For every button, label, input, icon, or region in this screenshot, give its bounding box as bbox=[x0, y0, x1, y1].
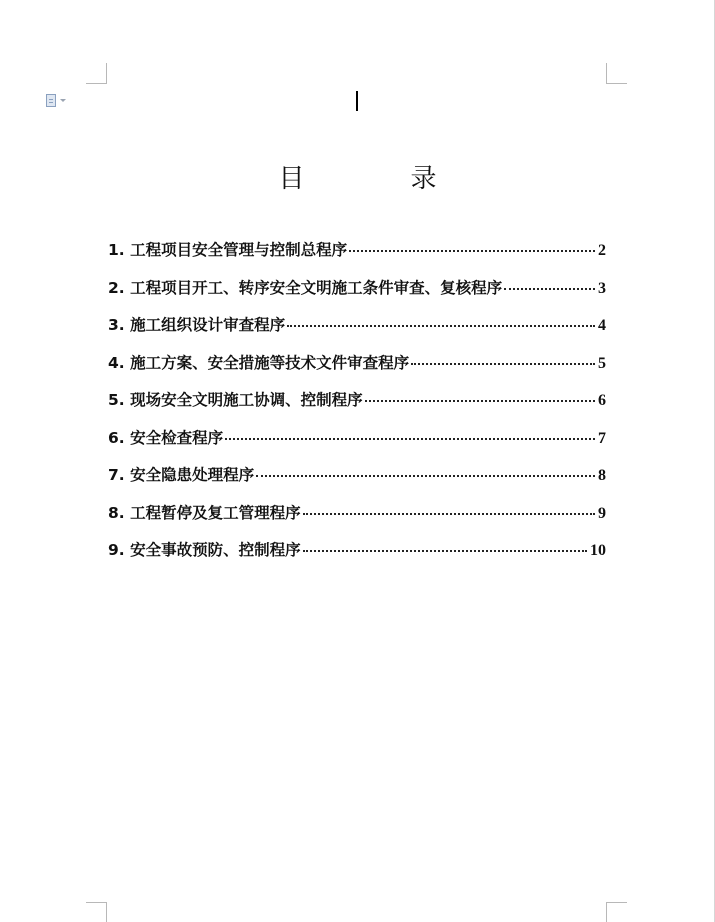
toc-page-number: 9 bbox=[598, 504, 606, 522]
toc-title: 目 录 bbox=[278, 164, 477, 194]
text-cursor bbox=[356, 91, 358, 111]
toc-entry-label: 9. 安全事故预防、控制程序 bbox=[108, 541, 301, 559]
toc-entry-label: 7. 安全隐患处理程序 bbox=[108, 466, 255, 484]
toc-dot-leader bbox=[303, 550, 587, 552]
document-icon bbox=[46, 94, 56, 107]
toc-entry[interactable] bbox=[108, 426, 606, 464]
table-of-contents bbox=[108, 238, 606, 576]
toc-page-number: 2 bbox=[598, 242, 606, 259]
toc-dot-leader bbox=[303, 513, 595, 515]
toc-entry[interactable] bbox=[108, 501, 606, 539]
toc-entry-label: 5. 现场安全文明施工协调、控制程序 bbox=[108, 391, 363, 409]
toc-entry[interactable] bbox=[108, 463, 606, 501]
chevron-down-icon bbox=[60, 99, 66, 102]
toc-page-number: 6 bbox=[598, 392, 606, 409]
toc-page-number: 8 bbox=[598, 467, 606, 484]
toc-page-number: 3 bbox=[598, 279, 606, 297]
crop-mark-bottom-left bbox=[86, 902, 107, 922]
toc-entry[interactable] bbox=[108, 276, 606, 314]
toc-page-number: 5 bbox=[598, 354, 606, 372]
toc-entry[interactable] bbox=[108, 538, 606, 576]
toc-entry-label: 8. 工程暂停及复工管理程序 bbox=[108, 503, 301, 522]
toc-entry-label: 3. 施工组织设计审查程序 bbox=[108, 316, 286, 334]
toc-dot-leader bbox=[287, 325, 595, 327]
toc-dot-leader bbox=[504, 288, 595, 290]
crop-mark-top-left bbox=[86, 63, 107, 84]
toc-dot-leader bbox=[256, 475, 595, 477]
toc-entry-label: 4. 施工方案、安全措施等技术文件审查程序 bbox=[108, 353, 410, 372]
toc-dot-leader bbox=[365, 400, 595, 402]
toc-dot-leader bbox=[411, 363, 595, 365]
toc-entry-label: 6. 安全检查程序 bbox=[108, 428, 224, 447]
toc-entry[interactable] bbox=[108, 351, 606, 389]
toc-entry[interactable] bbox=[108, 388, 606, 426]
toc-dot-leader bbox=[225, 438, 595, 440]
paste-options-document-icon[interactable] bbox=[46, 93, 70, 107]
toc-page-number: 4 bbox=[598, 317, 606, 334]
toc-entry-label: 2. 工程项目开工、转序安全文明施工条件审查、复核程序 bbox=[108, 278, 503, 297]
toc-entry-label: 1. 工程项目安全管理与控制总程序 bbox=[108, 241, 348, 259]
toc-page-number: 10 bbox=[590, 542, 606, 559]
crop-mark-bottom-right bbox=[606, 902, 627, 922]
toc-entry[interactable] bbox=[108, 313, 606, 351]
toc-page-number: 7 bbox=[598, 429, 606, 447]
crop-mark-top-right bbox=[606, 63, 627, 84]
toc-dot-leader bbox=[349, 250, 595, 252]
toc-entry[interactable] bbox=[108, 238, 606, 276]
